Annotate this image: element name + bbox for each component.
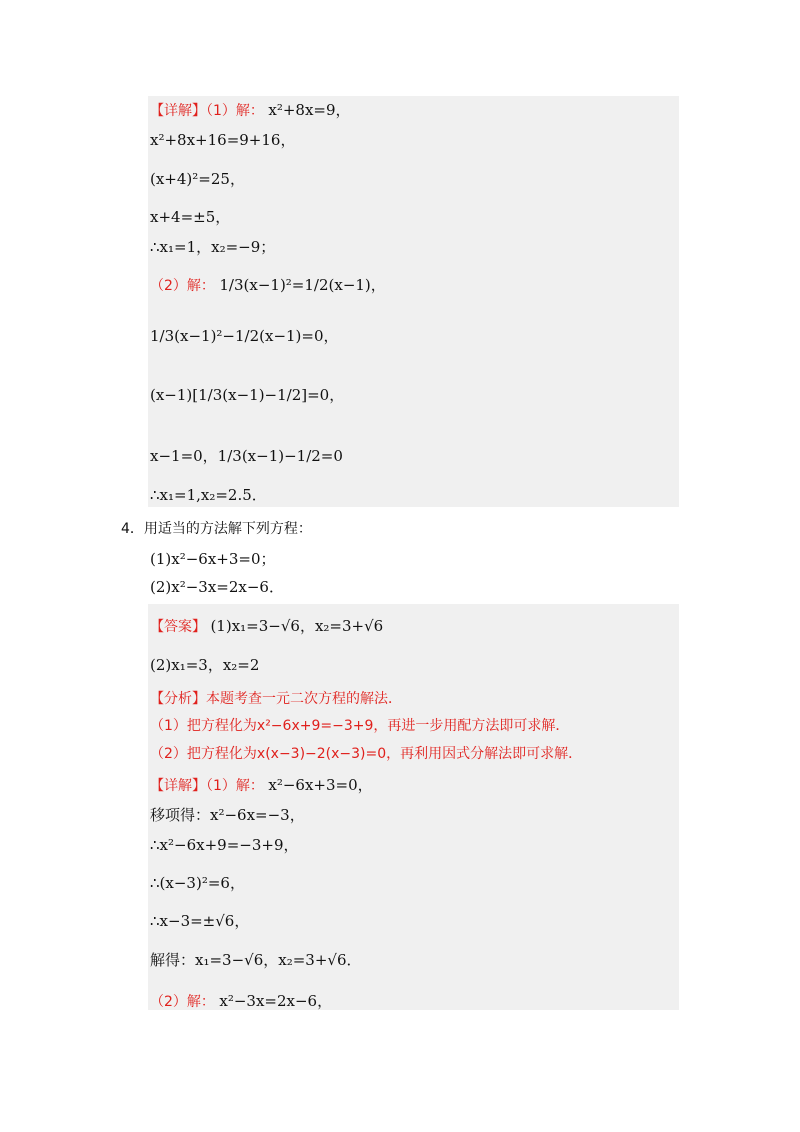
part1-tag: （1）解： [206,103,264,119]
answer-2: (2)x₁=3，x₂=2 [150,656,260,674]
answer-line-1 [150,617,383,636]
part2-tag: （2）解： [150,278,215,294]
step: ∴x²−6x+9=−3+9， [150,836,299,854]
part2-tag: （2）解： [150,994,215,1010]
part2-header-3 [150,276,386,295]
step: x²+8x+16=9+16， [150,131,296,149]
part2-header-4 [150,992,332,1011]
step: ∴x₁=1，x₂=−9； [150,238,276,256]
equation: 1/3(x−1)²=1/2(x−1)， [219,276,386,294]
step: (x+4)²=25， [150,170,245,188]
step: ∴x−3=±√6， [150,912,250,930]
step: 移项得：x²−6x=−3， [150,806,305,824]
equation-1: (1)x²−6x+3=0； [150,550,276,568]
detail-tag: 【详解】 [150,103,206,119]
equation: x²−3x=2x−6， [219,992,333,1010]
problem-4-prompt [121,520,312,538]
answer-tag: 【答案】 [150,619,206,635]
part1-tag: （1）解： [206,778,264,794]
problem-number: 4． [121,521,144,537]
step: ∴x₁=1,x₂=2.5． [150,486,267,504]
analysis-tag: 【分析】 [150,691,206,707]
detail-header-3 [150,101,351,120]
equation: x²+8x=9， [268,101,351,119]
analysis-1: （1）把方程化为x²−6x+9=−3+9，再进一步用配方法即可求解． [150,718,570,734]
solution-box-3 [148,96,679,507]
problem-text: 用适当的方法解下列方程： [143,521,312,537]
step: 解得：x₁=3−√6，x₂=3+√6． [150,951,362,969]
analysis-text: 本题考查一元二次方程的解法． [206,691,402,707]
analysis-line [150,690,402,708]
step: x−1=0，1/3(x−1)−1/2=0 [150,447,343,465]
analysis-2: （2）把方程化为x(x−3)−2(x−3)=0，再利用因式分解法即可求解． [150,746,583,762]
step: x+4=±5， [150,208,231,226]
equation: x²−6x+3=0， [268,776,373,794]
equation-2: (2)x²−3x=2x−6． [150,578,284,596]
detail-header-4 [150,776,373,795]
step: (x−1)[1/3(x−1)−1/2]=0， [150,386,345,404]
answer-1: (1)x₁=3−√6，x₂=3+√6 [210,617,384,635]
detail-tag: 【详解】 [150,778,206,794]
step: 1/3(x−1)²−1/2(x−1)=0， [150,327,339,345]
step: ∴(x−3)²=6， [150,874,245,892]
